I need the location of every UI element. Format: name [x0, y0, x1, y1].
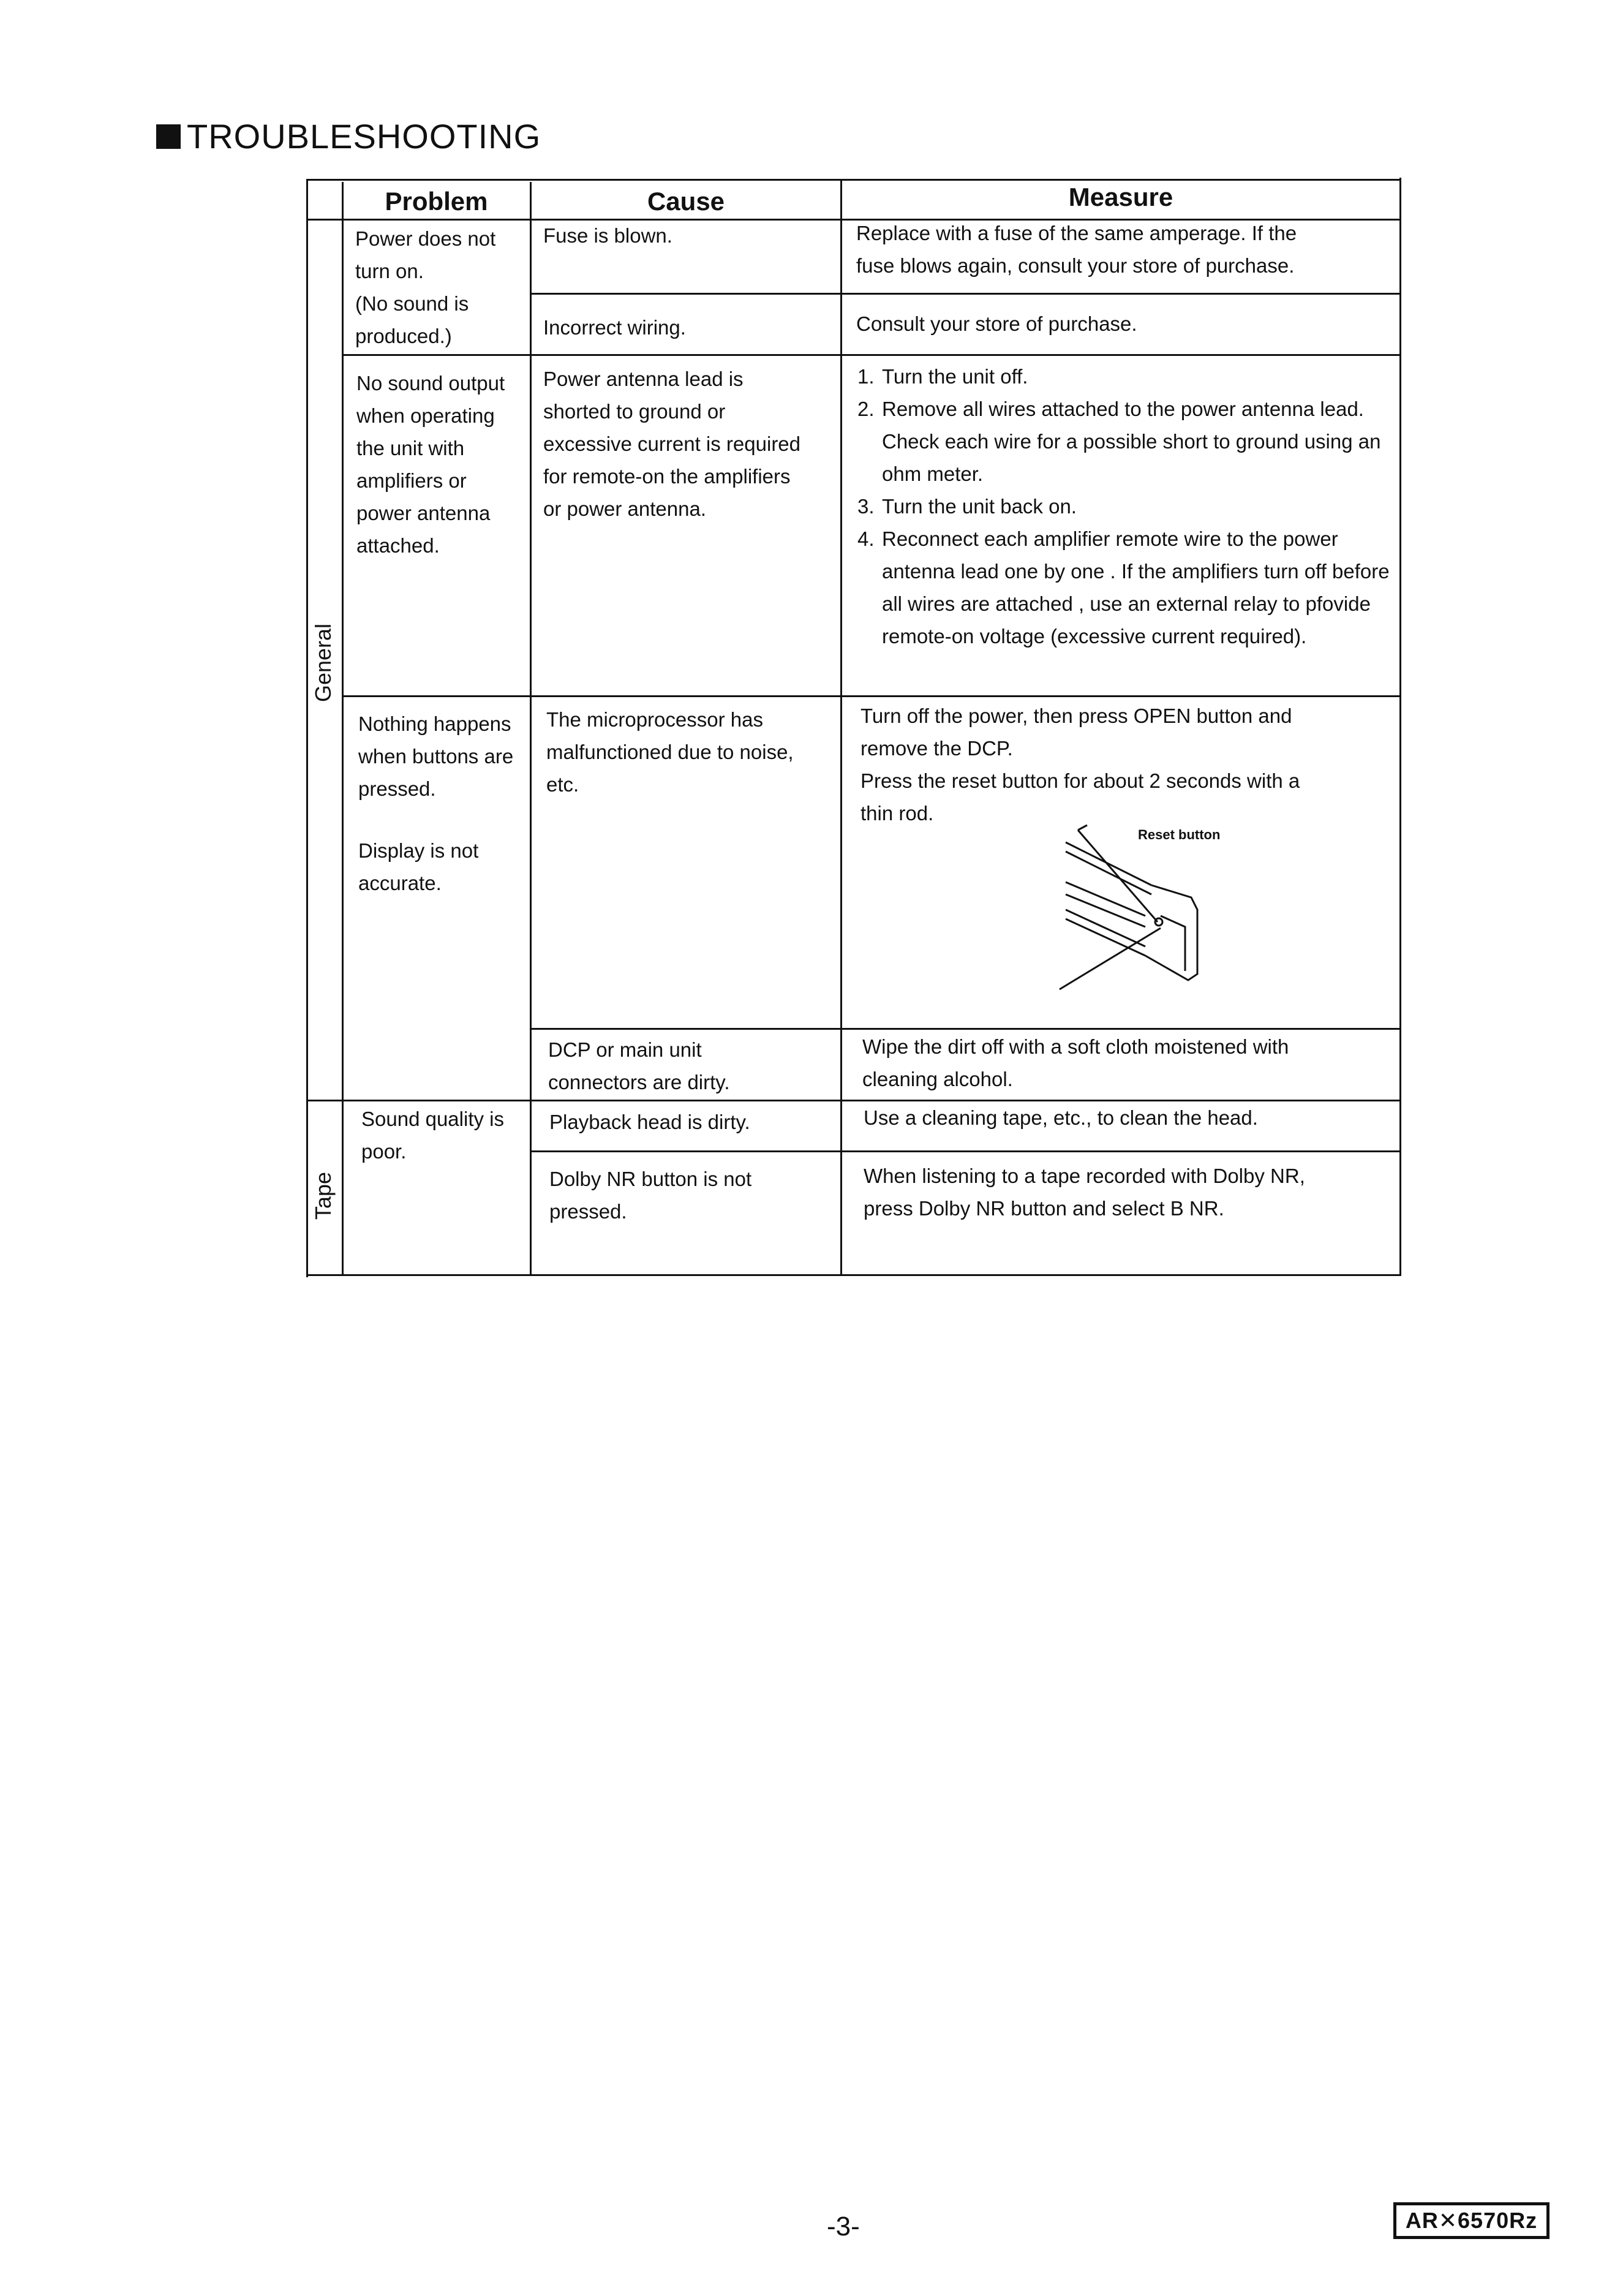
table-border-left: [306, 181, 308, 1277]
header-problem: Problem: [385, 187, 488, 216]
table-border-bottom: [306, 1274, 1401, 1276]
step-text: Remove all wires attached to the power antenna lead. Check each wire for a possible short to ground using an ohm meter.: [882, 398, 1381, 485]
table-border-top: [306, 179, 1401, 181]
model-number-badge: AR✕6570Rz: [1393, 2202, 1550, 2239]
step-number: 1.: [857, 365, 875, 388]
r2-step: [857, 393, 1398, 490]
r2-bottom: [342, 695, 1401, 697]
r2-cause: Power antenna lead is shorted to ground or excessive current is required for remote-on the amplifiers or power antenna.: [543, 368, 801, 520]
step-number: 4.: [857, 527, 875, 550]
table-border-right: [1399, 178, 1401, 1274]
r3-problem-b: Display is not accurate.: [358, 839, 479, 894]
r1-cause-b: Incorrect wiring.: [543, 316, 686, 339]
step-text: Reconnect each amplifier remote wire to the power antenna lead one by one . If the amplifiers turn off before all wires are attached , use an external relay to pfovide remote-on voltage (excessive current required).: [882, 527, 1390, 648]
r3-cause-a: The microprocessor has malfunctioned due to noise, etc.: [546, 708, 794, 796]
r2-step: [857, 360, 1398, 393]
r1-bottom: [342, 354, 1401, 356]
r2-step: [857, 523, 1398, 652]
step-text: Turn the unit off.: [882, 365, 1028, 388]
r1-problem: Power does not turn on. (No sound is produced.): [355, 227, 496, 347]
reset-button-illustration: [1053, 824, 1262, 1008]
r1-measure-b: Consult your store of purchase.: [856, 312, 1137, 335]
category-general: General: [311, 623, 336, 703]
header-cause: Cause: [647, 187, 725, 216]
r1-measure-a: Replace with a fuse of the same amperage. If the fuse blows again, consult your store of purchase.: [856, 222, 1297, 277]
r2-problem: No sound output when operating the unit with amplifiers or power antenna attached.: [356, 372, 505, 557]
header-measure: Measure: [1068, 183, 1173, 211]
section-heading: [156, 116, 541, 156]
step-number: 2.: [857, 398, 875, 420]
r4-cause-a: Playback head is dirty.: [549, 1111, 750, 1133]
category-tape: Tape: [311, 1171, 336, 1220]
category-divider: [342, 182, 344, 1276]
r3-measure-b: Wipe the dirt off with a soft cloth moistened with cleaning alcohol.: [862, 1035, 1289, 1090]
r1-split: [530, 293, 1401, 295]
cause-measure-divider: [840, 179, 842, 1276]
step-text: Turn the unit back on.: [882, 495, 1077, 518]
r4-cause-b: Dolby NR button is not pressed.: [549, 1168, 752, 1223]
r4-measure-a: Use a cleaning tape, etc., to clean the head.: [864, 1106, 1258, 1129]
r4-measure-b: When listening to a tape recorded with Dolby NR, press Dolby NR button and select B NR.: [864, 1165, 1305, 1220]
r2-measure-steps: [857, 360, 1398, 652]
r3-cause-b: DCP or main unit connectors are dirty.: [548, 1038, 730, 1093]
r1-cause-a: Fuse is blown.: [543, 224, 672, 247]
r4-split: [530, 1150, 1401, 1152]
step-number: 3.: [857, 495, 875, 518]
heading-square-icon: [156, 124, 181, 149]
reset-button-label: Reset button: [1138, 827, 1221, 842]
r4-problem: Sound quality is poor.: [361, 1108, 504, 1163]
section-title: TROUBLESHOOTING: [187, 117, 541, 156]
r3-measure-a: Turn off the power, then press OPEN button and remove the DCP. Press the reset button for about 2 seconds with a thin rod.: [860, 704, 1300, 825]
page-number: -3-: [827, 2211, 860, 2241]
r2-step: [857, 490, 1398, 523]
r3-split: [530, 1028, 1401, 1030]
r3-problem-a: Nothing happens when buttons are pressed.: [358, 712, 514, 800]
